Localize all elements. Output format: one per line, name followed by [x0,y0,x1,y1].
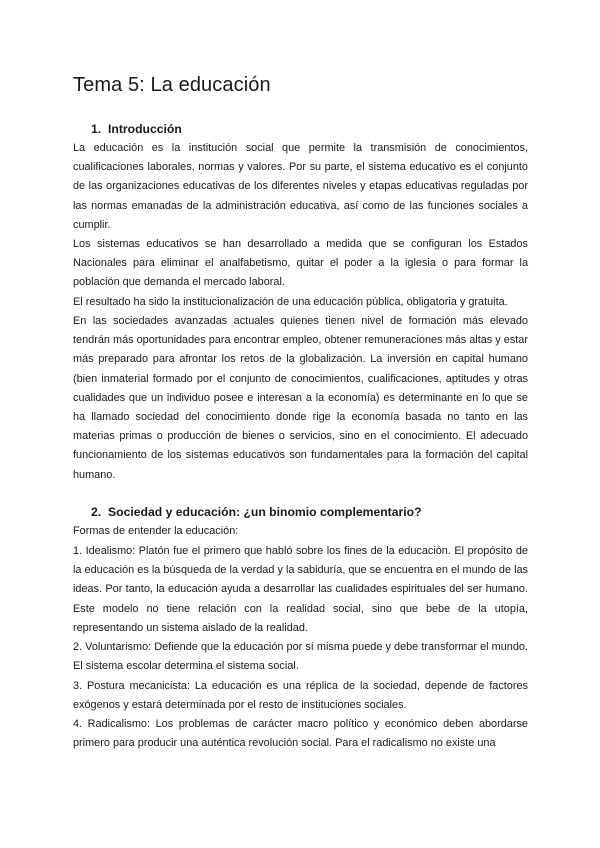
list-item: 2. Voluntarismo: Defiende que la educación por sí misma puede y debe transformar el mundo. El sistema escolar determina el sistema social. [73,641,528,673]
list-item: 1. Idealismo: Platón fue el primero que habló sobre los fines de la educación. El propósito de la educación es la búsqueda de la verdad y la sabiduría, que se encuentra en el mundo de las ideas. Por tanto, la educación ayuda a desarrollar las cualidades espirituales del ser humano. Este modelo no tiene relación con la realidad social, sino que bebe de la utopía, representando un sistema aislado de la realidad. [73,545,528,634]
paragraph: La educación es la institución social que permite la transmisión de conocimientos, cualificaciones laborales, normas y valores. Por su parte, el sistema educativo es el conjunto de las organizaciones educativas de los diferentes niveles y etapas educativas reguladas por las normas emanadas de la administración educativa, así como de las funciones sociales a cumplir. [73,142,528,231]
page-title: Tema 5: La educación [73,74,271,96]
section-title: Sociedad y educación: ¿un binomio complementario? [108,505,422,519]
paragraph: En las sociedades avanzadas actuales quienes tienen nivel de formación más elevado tendrán más oportunidades para encontrar empleo, obtener remuneraciones más altas y estar más preparado para afrontar los retos de la globalización. La inversión en capital humano (bien inmaterial formado por el conjunto de conocimientos, cualificaciones, aptitudes y otras cualidades que un individuo posee e interesan a la economía) es determinante en lo que se ha llamado sociedad del conocimiento donde rige la economía basada no tanto en las materias primas o producción de bienes o servicios, sino en el conocimiento. El adecuado funcionamiento de los sistemas educativos son fundamentales para la formación del capital humano. [73,315,528,481]
section-number: 2. [91,505,102,519]
section-number: 1. [91,122,102,136]
paragraph: Los sistemas educativos se han desarrollado a medida que se configuran los Estados Nacionales para eliminar el analfabetismo, quitar el poder a la iglesia o para formar la población que demanda el mercado laboral. [73,238,528,289]
section-heading-sociedad-educacion [91,505,422,519]
section-title: Introducción [108,122,182,136]
list-item: 3. Postura mecanicista: La educación es una réplica de la sociedad, depende de factores exógenos y estará determinada por el resto de instituciones sociales. [73,680,528,712]
paragraph: El resultado ha sido la institucionalización de una educación pública, obligatoria y gratuita. [73,296,508,308]
section-heading-introduccion [91,122,182,136]
list-item: 4. Radicalismo: Los problemas de carácter macro político y económico deben abordarse primero para producir una auténtica revolución social. Para el radicalismo no existe una [73,718,528,750]
section-intro: Formas de entender la educación: [73,525,239,537]
